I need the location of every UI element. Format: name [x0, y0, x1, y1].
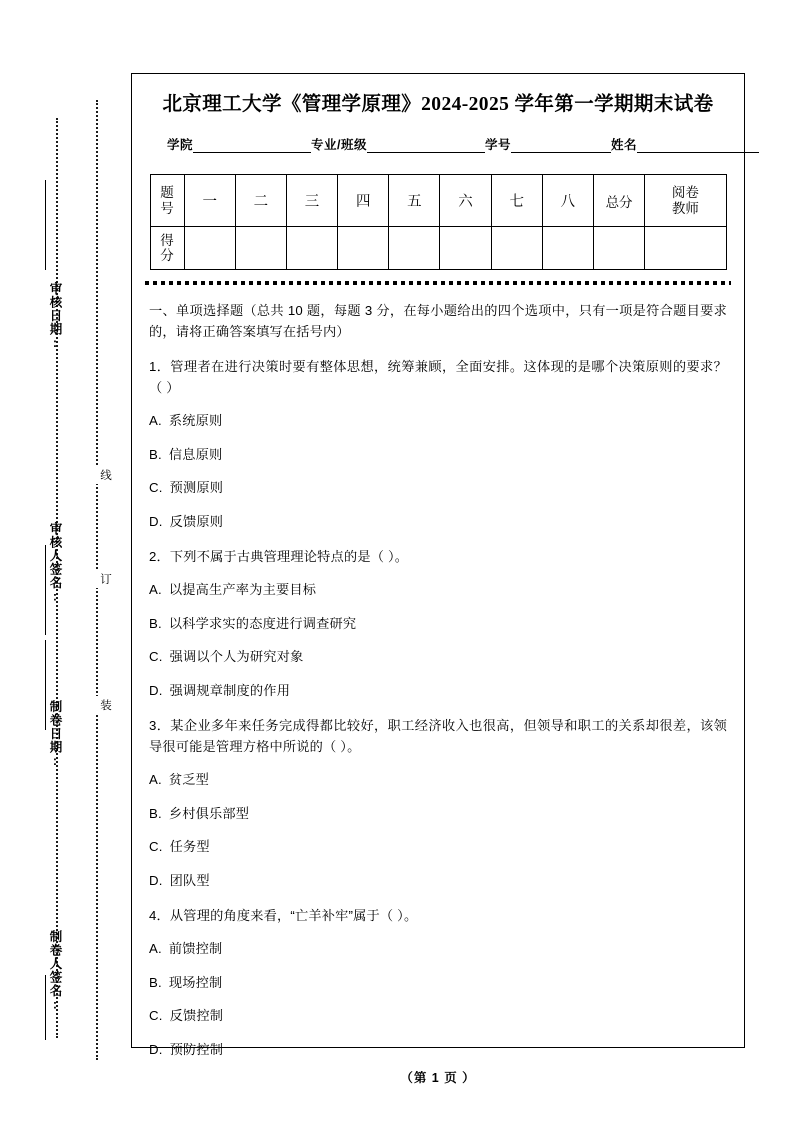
- question-4-option-d[interactable]: [149, 1040, 727, 1060]
- score-cell-2[interactable]: [235, 227, 286, 270]
- table-row-scores: [150, 227, 726, 270]
- option-text: 以科学求实的态度进行调查研究: [168, 615, 357, 631]
- option-key: B.: [149, 615, 162, 631]
- option-key: D.: [149, 513, 163, 529]
- question-4-option-c[interactable]: [149, 1006, 727, 1026]
- field-major-class-label: 专业/班级: [311, 138, 367, 153]
- table-row-question-numbers: [150, 175, 726, 227]
- question-2-option-c[interactable]: [149, 647, 727, 667]
- question-stem-2: 2．下列不属于古典管理理论特点的是（ ）。: [149, 548, 409, 564]
- question-stem-4: 4．从管理的角度来看，“亡羊补牢”属于（ ）。: [149, 907, 418, 923]
- question-3-option-d[interactable]: [149, 871, 727, 891]
- binding-margin: [0, 0, 130, 1122]
- grader-label-line1: 阅卷: [671, 184, 699, 200]
- question-stem-1: 1．管理者在进行决策时要有整体思想，统筹兼顾，全面安排。这体现的是哪个决策原则的要求？（ ）: [149, 359, 727, 395]
- margin-rule-1: [45, 180, 46, 270]
- option-key: D.: [149, 682, 163, 698]
- col-header-1: 一: [184, 175, 235, 227]
- field-college: [167, 135, 311, 153]
- score-cell-3[interactable]: [286, 227, 337, 270]
- col-header-grader: [645, 175, 726, 227]
- col-header-6: 六: [440, 175, 491, 227]
- field-major-class-input[interactable]: [367, 139, 485, 153]
- question-3-option-a[interactable]: [149, 770, 727, 790]
- option-text: 强调以个人为研究对象: [169, 649, 304, 665]
- col-header-5: 五: [389, 175, 440, 227]
- option-text: 任务型: [169, 839, 210, 855]
- option-text: 强调规章制度的作用: [169, 682, 291, 698]
- question-1-option-d[interactable]: [149, 512, 727, 532]
- option-text: 预测原则: [169, 480, 224, 496]
- option-text: 乡村俱乐部型: [168, 805, 250, 821]
- score-cell-grader[interactable]: [645, 227, 726, 270]
- grader-label-line2: 教师: [671, 200, 699, 216]
- option-text: 预防控制: [169, 1041, 224, 1057]
- field-college-input[interactable]: [193, 139, 311, 153]
- row-header-question-number: 题 号: [150, 175, 184, 227]
- score-cell-4[interactable]: [338, 227, 389, 270]
- question-1-option-c[interactable]: [149, 478, 727, 498]
- field-name-input[interactable]: [637, 139, 759, 153]
- option-key: C.: [149, 1008, 163, 1024]
- page-footer: （第 1 页 ）: [400, 1071, 476, 1085]
- section-heading-1: 一、单项选择题（总共 10 题，每题 3 分，在每小题给出的四个选项中，只有一项是符合题目要求的，请将正确答案填写在括号内）: [149, 303, 727, 339]
- question-3-option-b[interactable]: [149, 804, 727, 824]
- question-4-option-b[interactable]: [149, 973, 727, 993]
- student-info-row: [145, 135, 731, 153]
- exam-body: [145, 301, 731, 1060]
- option-text: 反馈控制: [169, 1008, 224, 1024]
- option-key: C.: [149, 839, 163, 855]
- seam-mark-ding: 订: [82, 570, 110, 588]
- margin-label-composer-signature: 制卷人签名:: [48, 930, 62, 1013]
- field-name: [611, 135, 759, 153]
- col-header-7: 七: [491, 175, 542, 227]
- option-key: B.: [149, 974, 162, 990]
- option-text: 现场控制: [168, 974, 223, 990]
- option-key: C.: [149, 480, 163, 496]
- question-1-option-b[interactable]: [149, 445, 727, 465]
- field-student-id-input[interactable]: [511, 139, 611, 153]
- col-header-4: 四: [338, 175, 389, 227]
- seam-mark-xian: 线: [82, 466, 110, 484]
- option-key: A.: [149, 582, 162, 598]
- option-text: 前馈控制: [168, 941, 223, 957]
- score-cell-6[interactable]: [440, 227, 491, 270]
- score-cell-5[interactable]: [389, 227, 440, 270]
- option-key: C.: [149, 649, 163, 665]
- margin-label-reviewer-signature: 审核人签名:: [48, 522, 62, 605]
- question-2-option-d[interactable]: [149, 681, 727, 701]
- exam-sheet: [131, 73, 745, 1057]
- question-2-option-a[interactable]: [149, 580, 727, 600]
- margin-label-compose-date: 制卷日期:: [48, 700, 62, 769]
- option-text: 反馈原则: [169, 513, 224, 529]
- section-divider: [145, 281, 731, 285]
- field-student-id: [485, 135, 611, 153]
- field-student-id-label: 学号: [485, 138, 512, 153]
- field-name-label: 姓名: [611, 138, 638, 153]
- option-key: D.: [149, 872, 163, 888]
- score-cell-total[interactable]: [593, 227, 644, 270]
- question-stem-3: 3．某企业多年来任务完成得都比较好，职工经济收入也很高，但领导和职工的关系却很差，该领导很可能是管理方格中所说的（ ）。: [149, 718, 727, 754]
- field-college-label: 学院: [167, 138, 194, 153]
- option-text: 信息原则: [168, 446, 223, 462]
- question-3-option-c[interactable]: [149, 837, 727, 857]
- seam-mark-zhuang: 装: [82, 696, 110, 714]
- option-key: B.: [149, 805, 162, 821]
- option-key: B.: [149, 446, 162, 462]
- score-cell-1[interactable]: [184, 227, 235, 270]
- option-text: 团队型: [169, 872, 210, 888]
- score-cell-8[interactable]: [542, 227, 593, 270]
- col-header-2: 二: [235, 175, 286, 227]
- page-title: 北京理工大学《管理学原理》2024‑2025 学年第一学期期末试卷: [162, 94, 714, 115]
- question-1-option-a[interactable]: [149, 411, 727, 431]
- option-text: 系统原则: [168, 413, 223, 429]
- question-4-option-a[interactable]: [149, 939, 727, 959]
- option-key: A.: [149, 941, 162, 957]
- margin-label-review-date: 审核日期:: [48, 282, 62, 351]
- score-table: [150, 174, 727, 270]
- option-text: 以提高生产率为主要目标: [168, 582, 317, 598]
- question-2-option-b[interactable]: [149, 614, 727, 634]
- score-cell-7[interactable]: [491, 227, 542, 270]
- row-header-score: 得 分: [150, 227, 184, 270]
- option-key: A.: [149, 413, 162, 429]
- field-major-class: [311, 135, 485, 153]
- option-key: A.: [149, 772, 162, 788]
- option-key: D.: [149, 1041, 163, 1057]
- col-header-8: 八: [542, 175, 593, 227]
- col-header-3: 三: [286, 175, 337, 227]
- option-text: 贫乏型: [168, 772, 210, 788]
- col-header-total: 总分: [593, 175, 644, 227]
